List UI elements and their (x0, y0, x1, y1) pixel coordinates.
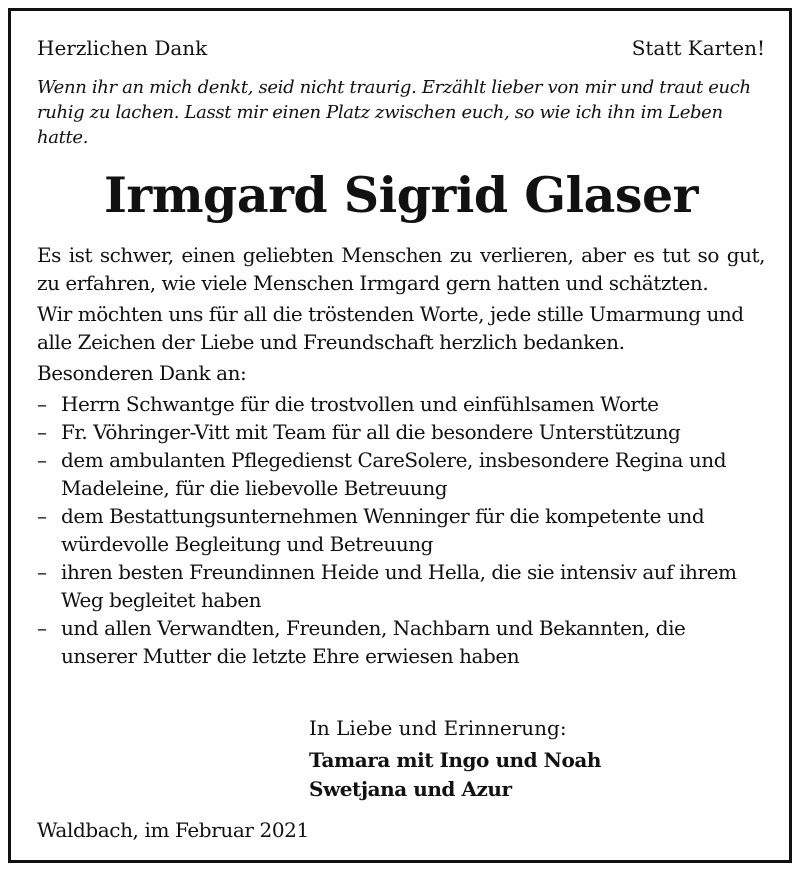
list-item (37, 418, 765, 446)
thanks-list (37, 390, 765, 670)
dash-bullet: – (37, 504, 47, 528)
signer-line: Tamara mit Ingo und Noah (309, 748, 602, 772)
thanks-intro: Besonderen Dank an: (37, 361, 247, 385)
dash-bullet: – (37, 560, 47, 584)
dash-bullet: – (37, 392, 47, 416)
notice-frame (8, 8, 792, 863)
list-item (37, 390, 765, 418)
list-item (37, 614, 765, 670)
header-title: Herzlichen Dank (37, 36, 208, 60)
place-date: Waldbach, im Februar 2021 (37, 818, 309, 842)
list-item-text: Fr. Vöhringer-Vitt mit Team für all die besondere Unterstützung (61, 420, 681, 444)
header-note: Statt Karten! (631, 36, 765, 60)
list-item (37, 502, 765, 558)
dash-bullet: – (37, 616, 47, 640)
list-item (37, 446, 765, 502)
dash-bullet: – (37, 448, 47, 472)
list-item-text: dem ambulanten Pflegedienst CareSolere, insbesondere Regina und Madeleine, für die liebevolle Betreuung (61, 448, 727, 500)
signer-line: Swetjana und Azur (309, 777, 512, 801)
list-item-text: ihren besten Freundinnen Heide und Hella, die sie intensiv auf ihrem Weg begleitet haben (61, 560, 737, 612)
notice-body (37, 241, 765, 670)
list-item-text: und allen Verwandten, Freunden, Nachbarn und Bekannten, die unserer Mutter die letzte Ehre erwiesen haben (61, 616, 686, 668)
deceased-name: Irmgard Sigrid Glaser (103, 166, 699, 224)
poem-quote: Wenn ihr an mich denkt, seid nicht traurig. Erzählt lieber von mir und traut euch ruhig zu lachen. Lasst mir einen Platz zwischen euch, so wie ich ihn im Leben hatte. (37, 77, 751, 148)
closing-line: In Liebe und Erinnerung: (309, 716, 567, 740)
dash-bullet: – (37, 420, 47, 444)
list-item-text: dem Bestattungsunternehmen Wenninger für die kompetente und würdevolle Begleitung und Betreuung (61, 504, 705, 556)
paragraph-gratitude: Wir möchten uns für all die tröstenden Worte, jede stille Umarmung und alle Zeichen der Liebe und Freundschaft herzlich bedanken. (37, 302, 744, 354)
list-item-text: Herrn Schwantge für die trostvollen und einfühlsamen Worte (61, 392, 659, 416)
signers (309, 746, 601, 804)
paragraph-intro: Es ist schwer, einen geliebten Menschen zu verlieren, aber es tut so gut, zu erfahren, wie viele Menschen Irmgard gern hatten und schätzten. (37, 243, 765, 295)
list-item (37, 558, 765, 614)
notice-content (37, 11, 765, 860)
